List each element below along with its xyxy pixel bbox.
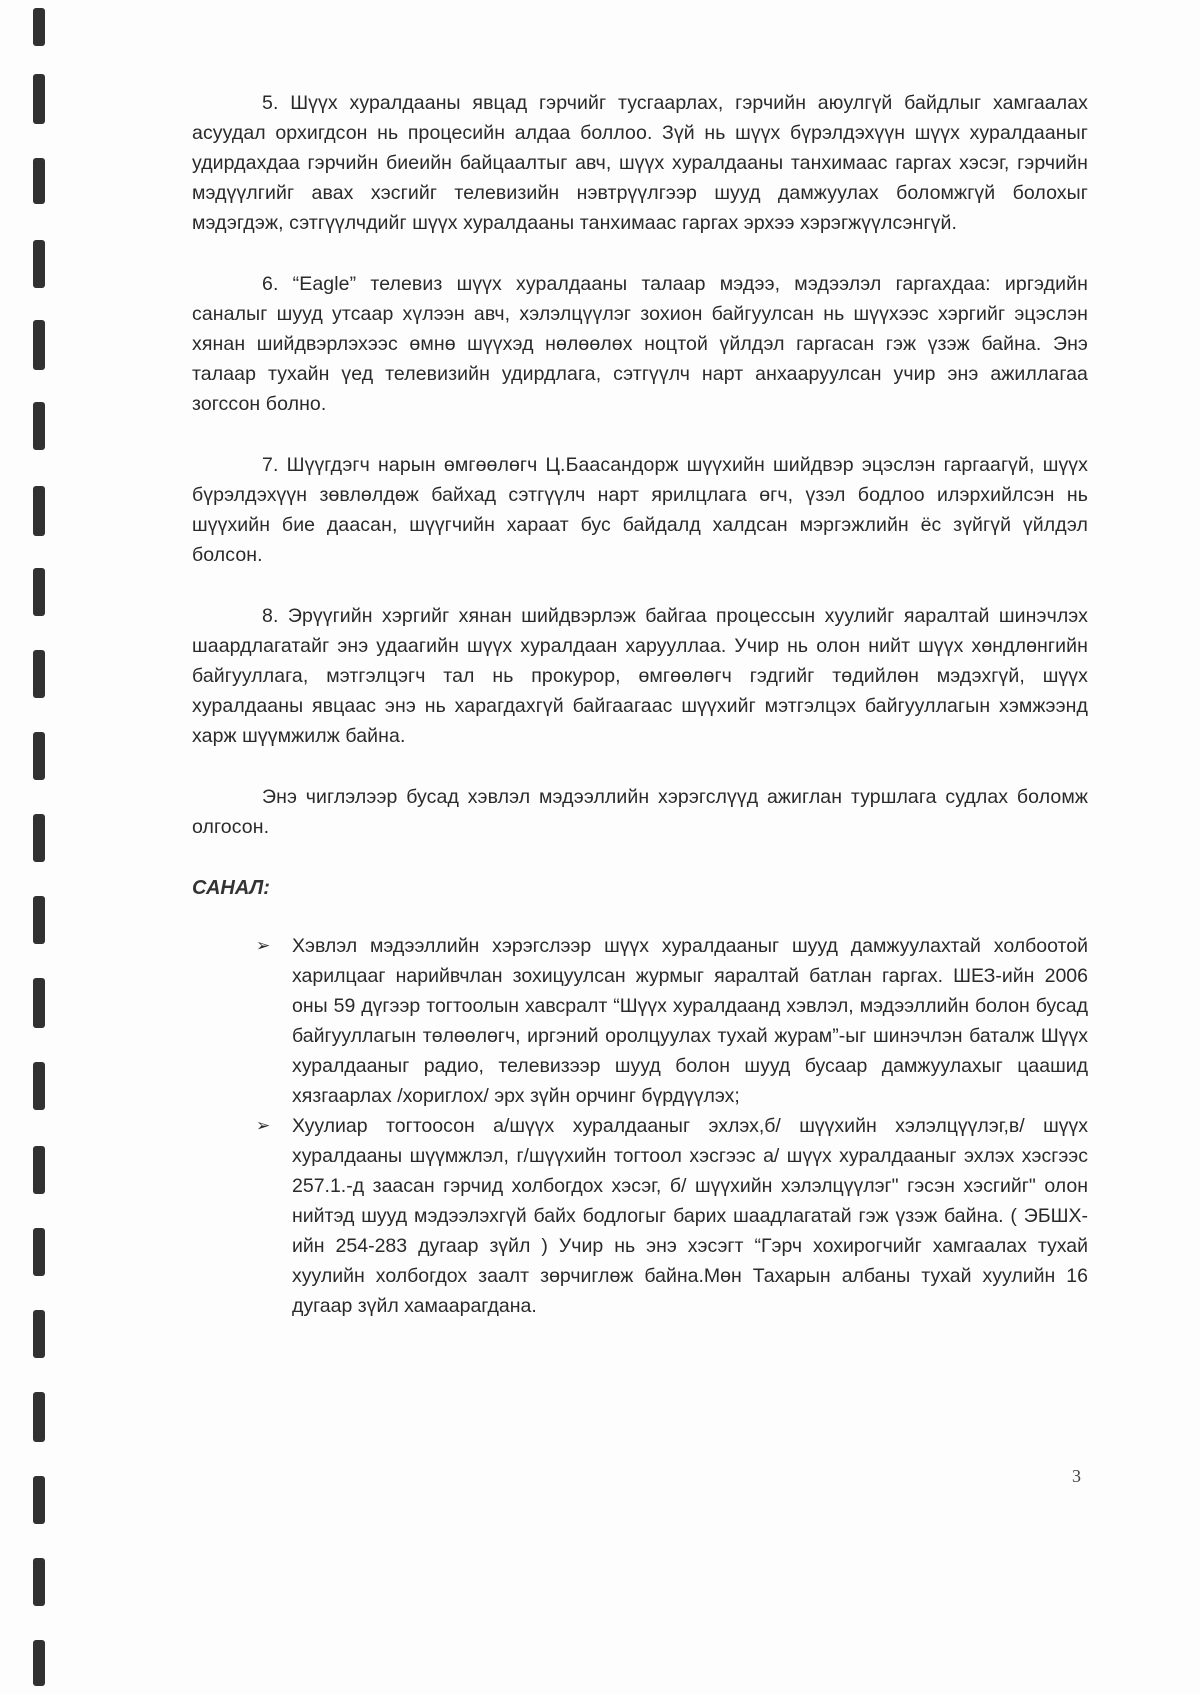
binding-hole	[33, 650, 45, 698]
binding-hole	[33, 74, 45, 124]
list-item-text: Хэвлэл мэдээллийн хэрэгслээр шүүх хуралдааныг шууд дамжуулахтай холбоотой харилцааг нарийвчлан зохицуулсан журмыг яаралтай батлан гаргах. ШЕЗ-ийн 2006 оны 59 дүгээр тогтоолын хавсралт “Шүүх хуралдаанд хэвлэл, мэдээллийн болон бусад байгууллагын төлөөлөгч, иргэний оролцуулах тухай журам”-ыг шинэчлэн баталж Шүүх хуралдааныг радио, телевизээр шууд болон шууд бусаар дамжуулахыг цаашид хязгаарлах /хориглох/ эрх зүйн орчинг бүрдүүлэх;	[292, 935, 1088, 1107]
binding-hole	[33, 1062, 45, 1110]
binding-hole	[33, 1558, 45, 1606]
paragraph-7	[192, 450, 1088, 570]
section-heading: САНАЛ:	[192, 877, 270, 899]
binding-hole	[33, 1310, 45, 1358]
proposal-list	[256, 931, 1088, 1321]
paragraph-conclusion	[192, 782, 1088, 842]
arrow-bullet-icon: ➢	[256, 936, 271, 955]
paragraph-text: 8. Эрүүгийн хэргийг хянан шийдвэрлэж байгаа процессын хуулийг яаралтай шинэчлэх шаардлагатайг энэ удаагийн шүүх хуралдаан харууллаа. Учир нь олон нийт шүүх хөндлөнгийн байгууллага, мэтгэлцэгч тал нь прокурор, өмгөөлөгч гэдгийг төдийлөн мэдэхгүй, шүүх хуралдааны явцаас энэ нь харагдахгүй байгаагаас шүүхийг мэтгэлцэх байгууллагын хэмжээнд харж шүүмжилж байна.	[192, 605, 1088, 747]
binding-hole	[33, 320, 45, 370]
list-item-text: Хуулиар тогтоосон а/шүүх хуралдааныг эхлэх,б/ шүүхийн хэлэлцүүлэг,в/ шүүх хуралдааны шүүмжлэл, г/шүүхийн тогтоол хэсгээс а/ шүүх хуралдааныг эхлэх хэсгээс 257.1.-д заасан гэрчид холбогдох хэсэг, б/ шүүхийн хэлэлцүүлэг" гэсэн хэсгийг" олон нийтэд шууд мэдээлэхгүй байх бодлогыг барих шаадлагатай гэж үзэж байна. ( ЭБШХ-ийн 254-283 дугаар зүйл ) Учир нь энэ хэсэгт “Гэрч хохирогчийг хамгаалах тухай хуулийн холбогдох заалт зөрчиглөж байна.Мөн Тахарын албаны тухай хуулийн 16 дугаар зүйл хамаарагдана.	[292, 1115, 1088, 1317]
binding-hole	[33, 402, 45, 450]
binding-hole	[33, 1146, 45, 1194]
binding-hole	[33, 896, 45, 944]
binding-holes	[33, 0, 47, 1694]
binding-hole	[33, 1640, 45, 1686]
binding-hole	[33, 8, 45, 46]
binding-hole	[33, 732, 45, 780]
document-body	[192, 88, 1088, 1321]
binding-hole	[33, 978, 45, 1028]
paragraph-6	[192, 269, 1088, 419]
arrow-bullet-icon: ➢	[256, 1116, 271, 1135]
paragraph-5	[192, 88, 1088, 238]
binding-hole	[33, 1392, 45, 1442]
paragraph-text: 6. “Eagle” телевиз шүүх хуралдааны талаар мэдээ, мэдээлэл гаргахдаа: иргэдийн саналыг шууд утсаар хүлээн авч, хэлэлцүүлэг зохион байгуулсан нь шүүхээс хэргийг эцэслэн хянан шийдвэрлэхээс өмнө шүүхэд нөлөөлөх ноцтой үйлдэл гаргасан гэж үзэж байна. Энэ талаар тухайн үед телевизийн удирдлага, сэтгүүлч нарт анхааруулсан учир энэ ажиллагаа зогссон болно.	[192, 273, 1088, 415]
list-item	[256, 1111, 1088, 1321]
list-item	[256, 931, 1088, 1111]
binding-hole	[33, 486, 45, 536]
binding-hole	[33, 1228, 45, 1276]
paragraph-text: Энэ чиглэлээр бусад хэвлэл мэдээллийн хэрэгслүүд ажиглан туршлага судлах боломж олгосон.	[192, 786, 1088, 838]
paragraph-text: 5. Шүүх хуралдааны явцад гэрчийг тусгаарлах, гэрчийн аюулгүй байдлыг хамгаалах асуудал орхигдсон нь процесийн алдаа боллоо. Зүй нь шүүх бүрэлдэхүүн шүүх хуралдааныг удирдахдаа гэрчийн биеийн байцаалтыг авч, шүүх хуралдааны танхимаас гаргах хэсэг, гэрчийн мэдүүлгийг авах хэсгийг телевизийн нэвтрүүлгээр шууд дамжуулах боломжгүй болохыг мэдэгдэж, сэтгүүлчдийг шүүх хуралдааны танхимаас гаргах эрхээ хэрэгжүүлсэнгүй.	[192, 92, 1088, 234]
page-number: 3	[1072, 1466, 1081, 1486]
binding-hole	[33, 1476, 45, 1524]
binding-hole	[33, 158, 45, 204]
binding-hole	[33, 814, 45, 862]
paragraph-8	[192, 601, 1088, 751]
paragraph-text: 7. Шүүгдэгч нарын өмгөөлөгч Ц.Баасандорж шүүхийн шийдвэр эцэслэн гаргаагүй, шүүх бүрэлдэхүүн зөвлөлдөж байхад сэтгүүлч нарт ярилцлага өгч, үзэл бодлоо илэрхийлсэн нь шүүхийн бие даасан, шүүгчийн хараат бус байдалд халдсан мэргэжлийн ёс зүйгүй үйлдэл болсон.	[192, 454, 1088, 566]
binding-hole	[33, 240, 45, 288]
binding-hole	[33, 568, 45, 616]
